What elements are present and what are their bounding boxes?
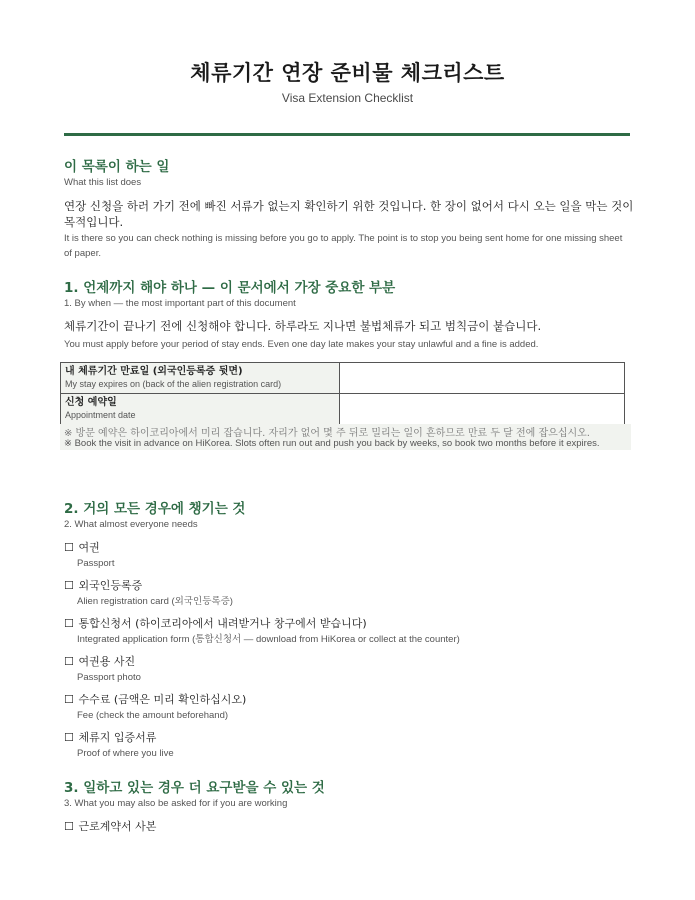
checkbox[interactable]: ☐ [64, 655, 74, 668]
item-label: 여권 [78, 541, 100, 554]
appointment-label: 신청 예약일 [65, 397, 117, 408]
appointment-label-en: Appointment date [65, 410, 136, 420]
title-divider [64, 133, 630, 136]
item-label-en: Passport [77, 558, 115, 569]
item-label: 수수료 (금액은 미리 확인하십시오) [78, 693, 247, 706]
checklist-item-photo [64, 654, 624, 684]
item-label: 근로계약서 사본 [78, 820, 157, 833]
item-label-en: Alien registration card (외국인등록증) [77, 596, 233, 607]
checkbox[interactable]: ☐ [64, 617, 74, 630]
section2-heading-en: 2. What almost everyone needs [64, 519, 198, 530]
checkbox[interactable]: ☐ [64, 579, 74, 592]
intro-body-ko: 연장 신청을 하러 가기 전에 빠진 서류가 없는지 확인하기 위한 것입니다. 한 장이 없어서 다시 오는 일을 막는 것이 목적입니다. [64, 199, 634, 229]
intro-heading-en: What this list does [64, 177, 142, 188]
checklist-item-residence-proof [64, 730, 624, 760]
item-label: 외국인등록증 [78, 579, 143, 592]
checklist-item-alien-card [64, 578, 624, 608]
checklist-item-fee [64, 692, 624, 722]
expiry-label-cell [61, 363, 340, 394]
note-ko: ※ 방문 예약은 하이코리아에서 미리 잡습니다. 자리가 없어 몇 주 뒤로 밀리는 일이 흔하므로 만료 두 달 전에 잡으십시오. [64, 428, 590, 439]
dates-table [60, 362, 625, 425]
item-label-en: Proof of where you live [77, 748, 174, 759]
item-label: 통합신청서 (하이코리아에서 내려받거나 창구에서 받습니다) [78, 617, 367, 630]
item-label-en: Passport photo [77, 672, 141, 683]
table-row [61, 394, 625, 425]
item-label-en: Integrated application form (통합신청서 — download from HiKorea or collect at the counter) [77, 634, 460, 645]
checklist-item-passport [64, 540, 624, 570]
section2-heading: 2. 거의 모든 경우에 챙기는 것 [64, 501, 246, 517]
table-row [61, 363, 625, 394]
section1-heading: 1. 언제까지 해야 하나 — 이 문서에서 가장 중요한 부분 [64, 280, 396, 296]
checkbox[interactable]: ☐ [64, 820, 74, 833]
intro-heading: 이 목록이 하는 일 [64, 159, 170, 175]
expiry-date-field[interactable] [340, 363, 625, 394]
item-label: 체류지 입증서류 [78, 731, 157, 744]
section1-heading-en: 1. By when — the most important part of this document [64, 298, 296, 309]
page-subtitle: Visa Extension Checklist [281, 91, 414, 105]
checkbox[interactable]: ☐ [64, 693, 74, 706]
section3-heading: 3. 일하고 있는 경우 더 요구받을 수 있는 것 [64, 780, 325, 796]
checklist-item-application-form [64, 616, 624, 646]
section1-body-ko: 체류기간이 끝나기 전에 신청해야 합니다. 하루라도 지나면 불법체류가 되고 범칙금이 붙습니다. [64, 319, 542, 333]
appointment-label-cell [61, 394, 340, 425]
page-title: 체류기간 연장 준비물 체크리스트 [190, 61, 505, 85]
section1-body-en: You must apply before your period of stay ends. Even one day late makes your stay unlawful and a fine is added. [64, 339, 539, 350]
appointment-date-field[interactable] [340, 394, 625, 425]
expiry-label: 내 체류기간 만료일 (외국인등록증 뒷면) [65, 366, 243, 377]
intro-body-en: It is there so you can check nothing is missing before you go to apply. The point is to stop you being sent home for one missing sheet of paper. [64, 233, 623, 259]
checkbox[interactable]: ☐ [64, 541, 74, 554]
checkbox[interactable]: ☐ [64, 731, 74, 744]
expiry-label-en: My stay expires on (back of the alien registration card) [65, 379, 282, 389]
item-label: 여권용 사진 [78, 655, 136, 668]
checklist-item-employment-contract [64, 819, 624, 834]
item-label-en: Fee (check the amount beforehand) [77, 710, 229, 721]
section3-heading-en: 3. What you may also be asked for if you are working [64, 798, 288, 809]
note-en: ※ Book the visit in advance on HiKorea. Slots often run out and push you back by weeks, so book two months before it expires. [64, 438, 600, 449]
